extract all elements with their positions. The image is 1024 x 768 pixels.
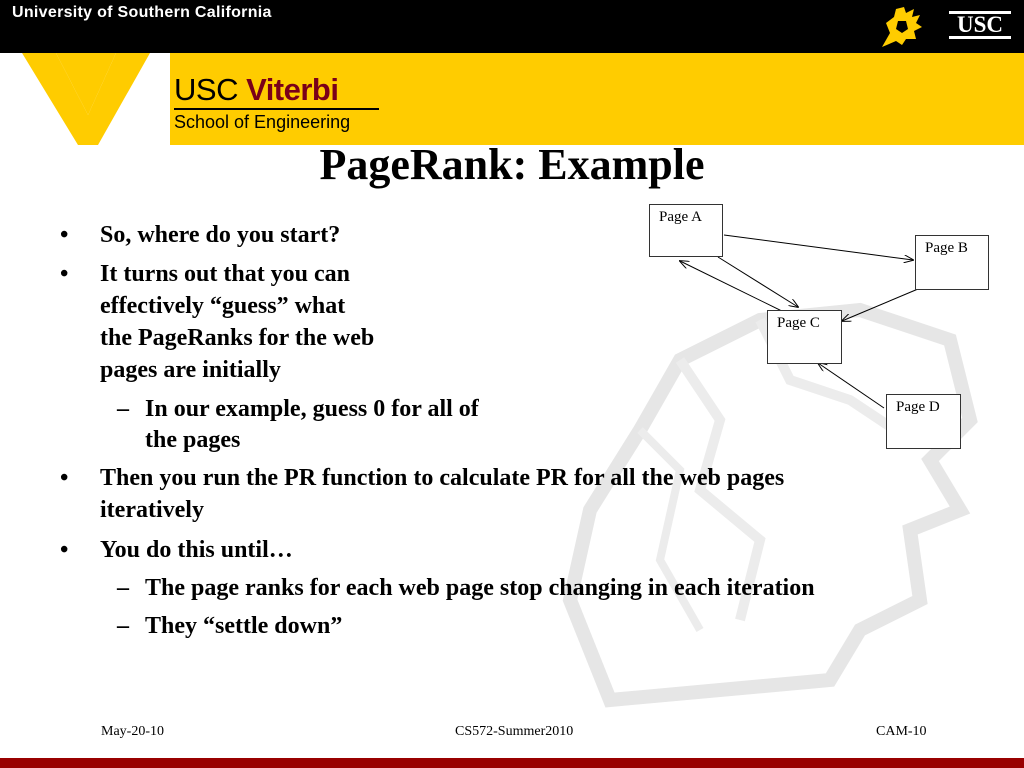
bullet-marker: • (60, 537, 69, 563)
bullet-1: So, where do you start? (100, 222, 341, 248)
bullet-marker: • (60, 222, 69, 248)
bullet-2-line-1: It turns out that you can (100, 261, 351, 287)
bullet-marker: • (60, 261, 69, 287)
university-name: University of Southern California (12, 4, 272, 21)
bullet-2-line-3: the PageRanks for the web (100, 325, 375, 351)
viterbi-subtitle: School of Engineering (174, 112, 351, 132)
dash-marker: – (117, 613, 129, 639)
usc-logo: USC (949, 11, 1011, 39)
bullet-3-line-1: Then you run the PR function to calculate PR for all the web pages (100, 465, 785, 491)
sub-bullet-2: The page ranks for each web page stop changing in each iteration (145, 575, 815, 601)
bottom-bar (0, 758, 1024, 768)
bullet-2-line-4: pages are initially (100, 357, 281, 383)
footer-slide-id: CAM-10 (876, 724, 927, 739)
sub-bullet-1-line-1: In our example, guess 0 for all of (145, 396, 479, 422)
sub-bullet-3: They “settle down” (145, 613, 343, 639)
node-page-c: Page C (767, 310, 842, 364)
footer-date: May-20-10 (101, 724, 164, 739)
slide-title: PageRank: Example (319, 140, 705, 189)
footer-course: CS572-Summer2010 (455, 724, 574, 739)
node-page-d: Page D (886, 394, 961, 449)
bullet-4: You do this until… (100, 537, 293, 563)
node-page-b: Page B (915, 235, 989, 290)
node-page-a: Page A (649, 204, 723, 257)
dash-marker: – (117, 575, 129, 601)
viterbi-title: USC Viterbi (174, 72, 339, 107)
bullet-2-line-2: effectively “guess” what (100, 293, 346, 319)
sub-bullet-1-line-2: the pages (145, 427, 241, 453)
dash-marker: – (117, 396, 129, 422)
bullet-marker: • (60, 465, 69, 491)
bullet-3-line-2: iteratively (100, 497, 204, 523)
